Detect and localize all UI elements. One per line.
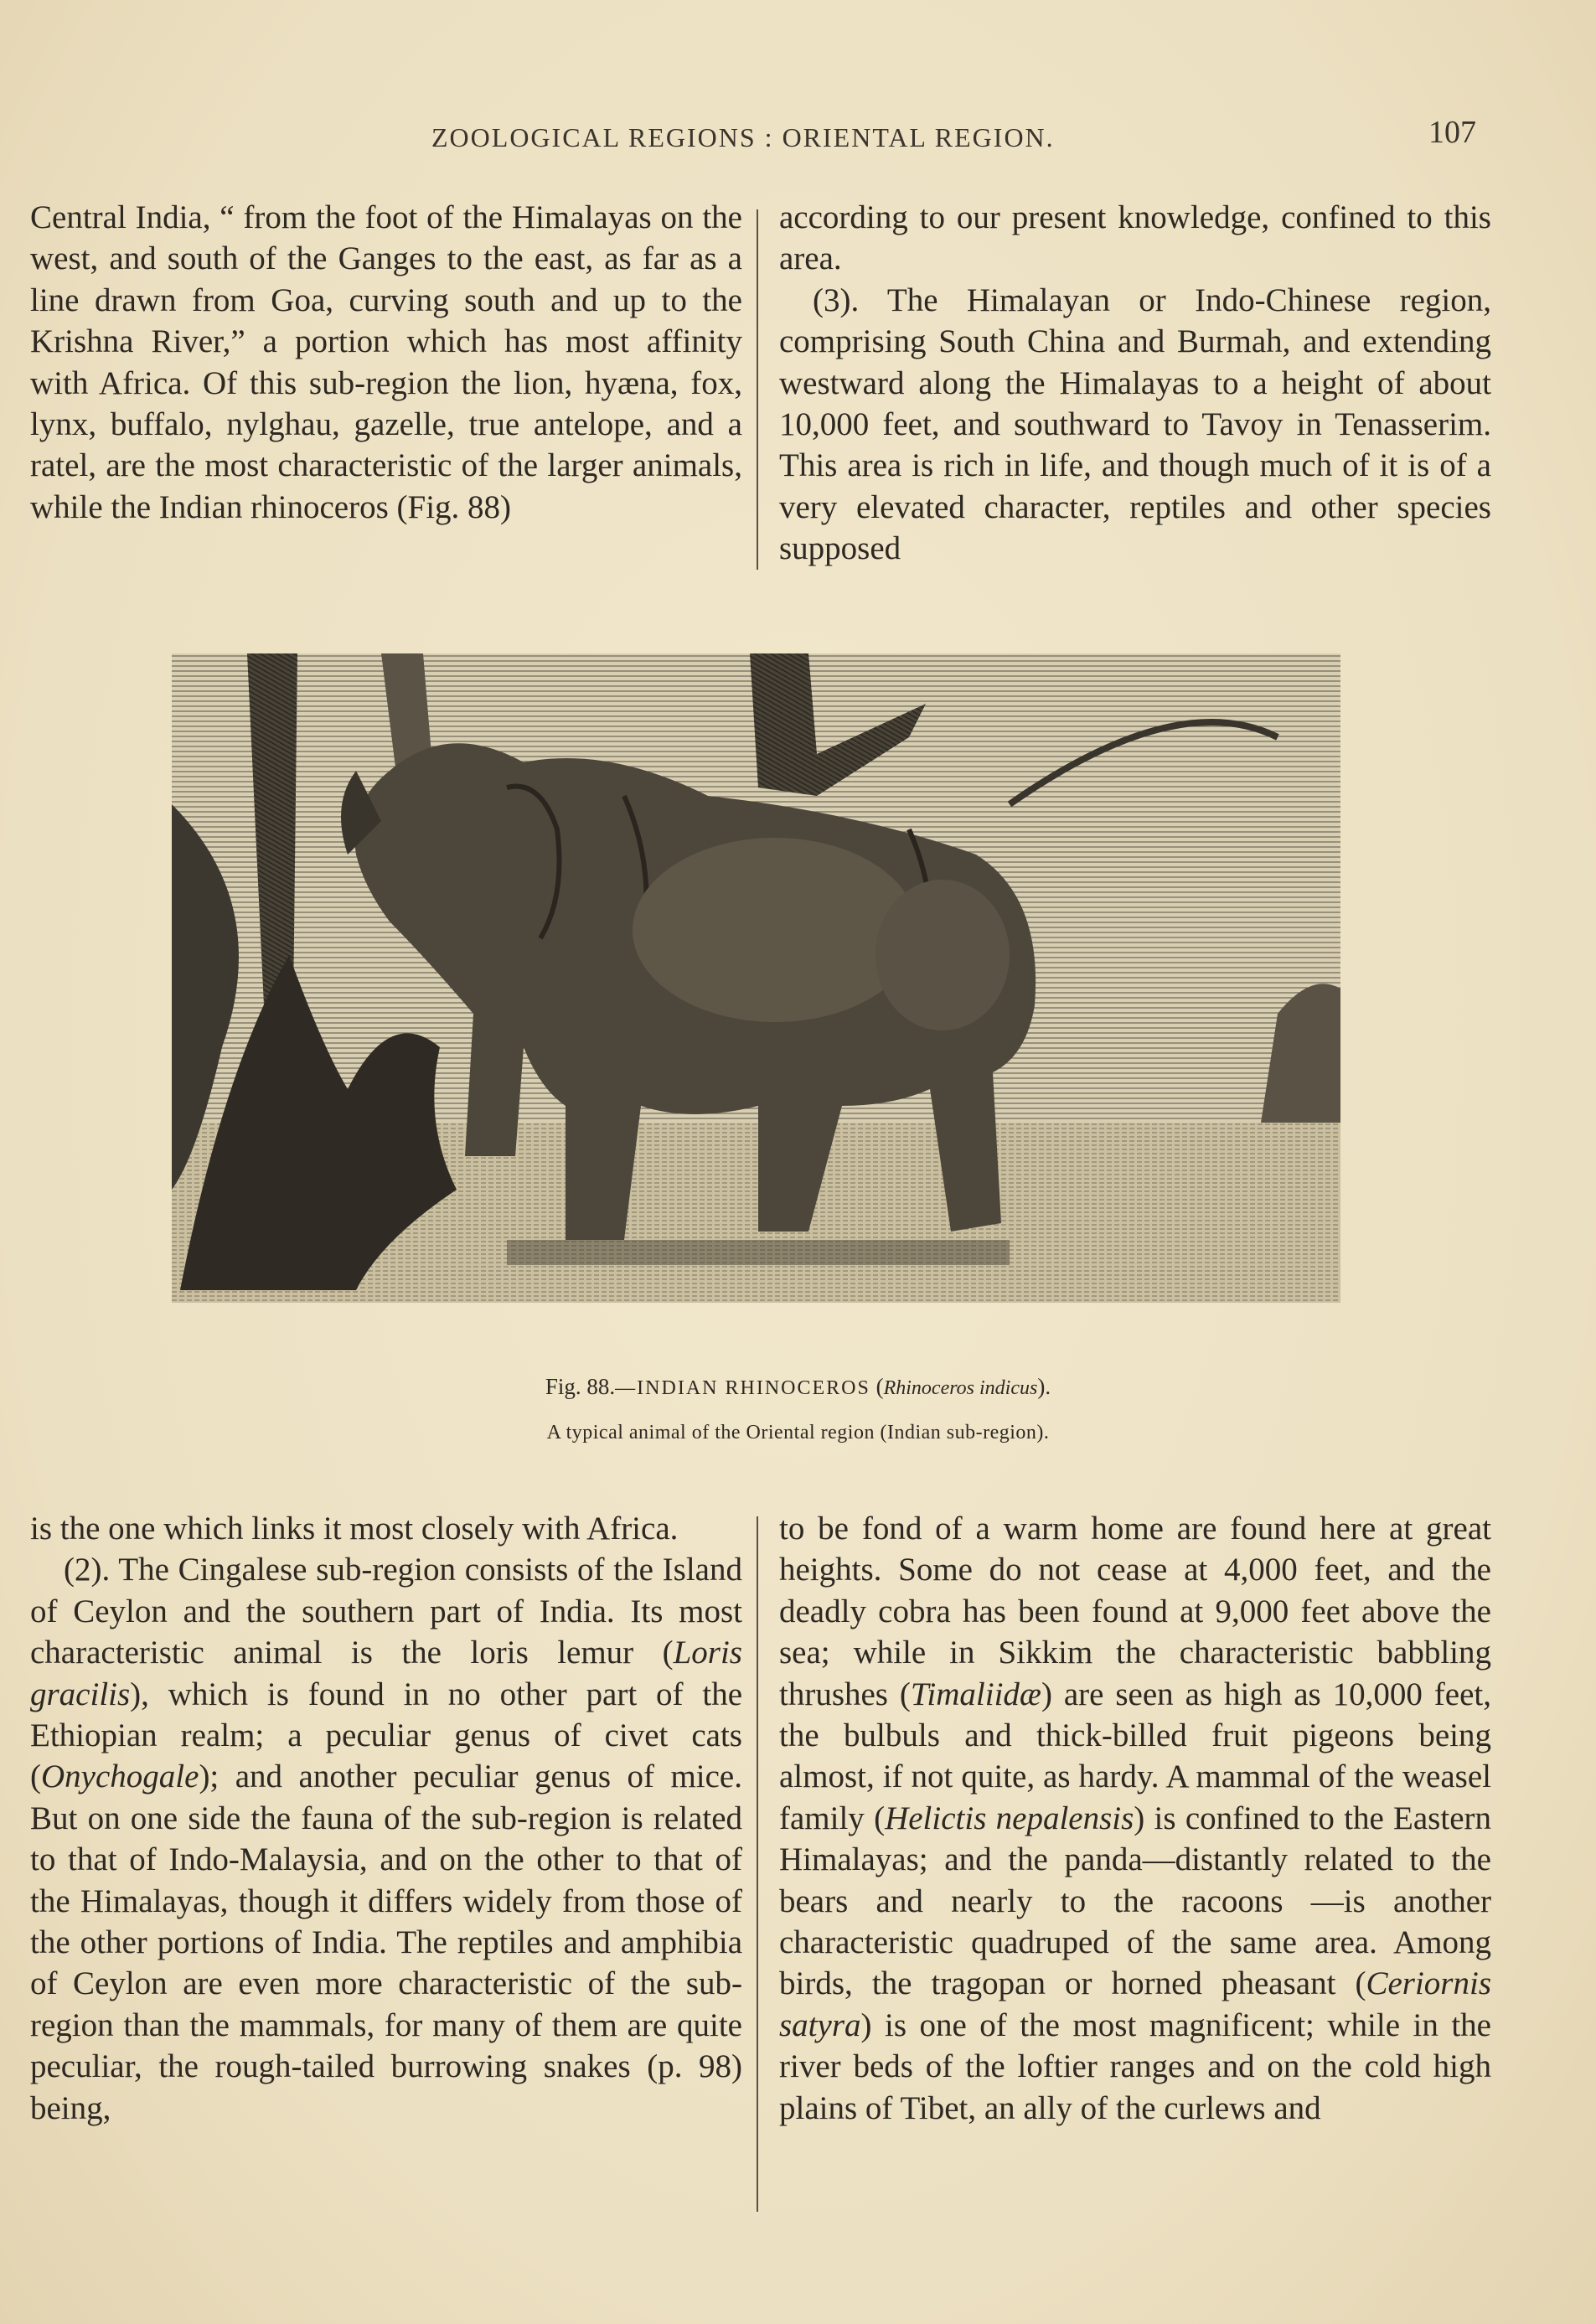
paragraph bbox=[30, 1549, 742, 2129]
scientific-name: Loris gracilis bbox=[30, 1635, 742, 1712]
column-divider bbox=[757, 209, 758, 570]
column-bottom-right bbox=[779, 1508, 1491, 2129]
column-top-left bbox=[30, 197, 742, 528]
rhinoceros-engraving bbox=[172, 653, 1340, 1303]
figure-caption: A typical animal of the Oriental region (Indian sub-region). bbox=[546, 1422, 1050, 1443]
scientific-name: Timaliidæ bbox=[910, 1676, 1041, 1712]
paragraph: Central India, “ from the foot of the Himalayas on the west, and south of the Ganges to the east, as far as a line drawn from Goa, curving south and up to the Krishna River,” a portion which has most affinity with Africa. Of this sub-region the lion, hyæna, fox, lynx, buffalo, nylghau, gazelle, true antelope, and a ratel, are the most characteristic of the larger animals, while the Indian rhinoceros (Fig. 88) bbox=[30, 199, 742, 525]
figure-caption-title: Fig. 88.—INDIAN RHINOCEROS (Rhinoceros indicus). bbox=[545, 1374, 1051, 1399]
scientific-name: Ceriornis satyra bbox=[779, 1965, 1491, 2043]
column-divider bbox=[757, 1516, 758, 2212]
paragraph bbox=[779, 1508, 1491, 2129]
figure-scientific-name: Rhinoceros indicus bbox=[883, 1377, 1038, 1399]
text: to be fond of a warm home are found here at great heights. Some do not cease at 4,000 feet, and the deadly cobra has been found at 9,000 feet above the sea; while in Sikkim the characteristic babbling thrushes ( bbox=[779, 1511, 1491, 1712]
text: ), which is found in no other part of the Ethiopian realm; a peculiar genus of civet cats ( bbox=[30, 1676, 742, 1795]
column-bottom-left bbox=[30, 1508, 742, 2129]
text: ); and another peculiar genus of mice. But on one side the fauna of the sub-region is related to that of Indo-Malaysia, and on the other to that of the Himalayas, though it differs widely from those of the other portions of India. The reptiles and amphibia of Ceylon are even more characteristic of the sub-region than the mammals, for many of them are quite peculiar, the rough-tailed burrowing snakes (p. 98) being, bbox=[30, 1758, 742, 2126]
paragraph: according to our present knowledge, confined to this area. bbox=[779, 199, 1491, 277]
shadow bbox=[507, 1240, 1010, 1265]
figure-title: —INDIAN RHINOCEROS bbox=[615, 1377, 870, 1399]
rhinoceros-illustration bbox=[172, 653, 1340, 1303]
column-top-right bbox=[779, 197, 1491, 570]
text: (2). The Cingalese sub-region consists of the Island of Ceylon and the southern part of India. Its most characteristic animal is the loris lemur ( bbox=[30, 1552, 742, 1671]
text: ) are seen as high as 10,000 feet, the bulbuls and thick-billed fruit pigeons being almost, if not quite, as hardy. A mammal of the weasel family ( bbox=[779, 1676, 1491, 1836]
scientific-name: Onychogale bbox=[41, 1758, 199, 1795]
paragraph: (3). The Himalayan or Indo-Chinese region, comprising South China and Burmah, and extending westward along the Himalayas to a height of about 10,000 feet, and southward to Tavoy in Tenasserim. This area is rich in life, and though much of it is of a very elevated character, reptiles and other species supposed bbox=[779, 281, 1491, 567]
figure-label: Fig. 88. bbox=[545, 1374, 616, 1399]
page-number: 107 bbox=[1428, 115, 1476, 150]
text: ) is confined to the Eastern Himalayas; and the panda—distantly related to the bears and nearly to the racoons —is another characteristic quadruped of the same area. Among birds, the tragopan or horned pheasant ( bbox=[779, 1800, 1491, 2002]
scientific-name: Helictis nepalensis bbox=[885, 1800, 1134, 1836]
running-head: ZOOLOGICAL REGIONS : ORIENTAL REGION. bbox=[431, 122, 1055, 152]
paragraph: is the one which links it most closely with Africa. bbox=[30, 1511, 679, 1547]
text: ) is one of the most magnificent; while in the river beds of the loftier ranges and on the cold high plains of Tibet, an ally of the curlews and bbox=[779, 2006, 1491, 2126]
page-header bbox=[0, 117, 1596, 159]
